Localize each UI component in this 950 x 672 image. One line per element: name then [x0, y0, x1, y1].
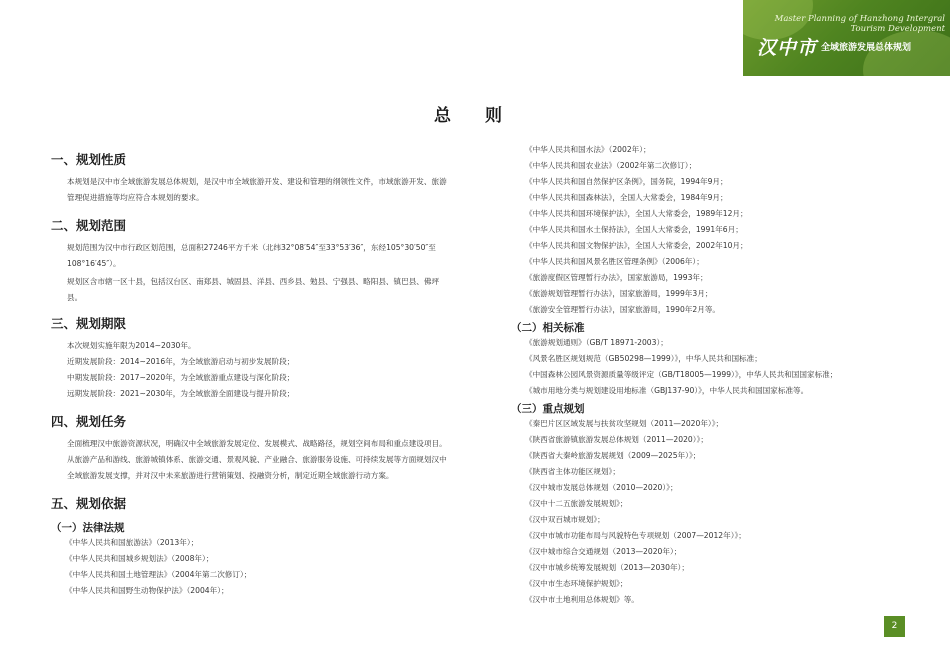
section-text: 全面梳理汉中旅游资源状况，明确汉中全域旅游发展定位、发展模式、战略路径，规划空间布局和重点建设项目。从旅游产品和游线、旅游城镇体系、旅游交通、景观风貌、产业融合、旅游服务设施、可持续发展等方面规划汉中全域旅游发展支撑，并对汉中未来旅游进行营销策划、投融资分析，制定近期全域旅游行动方案。: [67, 439, 447, 480]
list-item: 中期发展阶段：2017~2020年，为全域旅游重点建设与深化阶段；: [67, 373, 295, 382]
list-item: 《秦巴片区区域发展与扶贫攻坚规划（2011—2020年）》；: [525, 419, 724, 428]
list-item: 《中华人民共和国风景名胜区管理条例》（2006年）；: [525, 257, 704, 266]
list-item: 《中华人民共和国水土保持法》，全国人大常委会，1991年6月；: [525, 225, 743, 234]
list-item: 《汉中市土地利用总体规划》等。: [525, 595, 639, 604]
leaf-decoration: [863, 30, 950, 76]
list-item: 《旅游安全管理暂行办法》，国家旅游局，1990年2月等。: [525, 305, 721, 314]
law-list-continued: [511, 142, 891, 318]
banner-title-cn-big: 汉中市: [757, 37, 818, 59]
section-heading: 五、规划依据: [51, 496, 127, 511]
standard-list: [511, 335, 891, 399]
banner-title-cn-small: 全域旅游发展总体规划: [821, 43, 912, 53]
page-title: 总 则: [434, 106, 516, 126]
list-item: 《陕西省主体功能区规划》；: [525, 467, 620, 476]
section-heading: 四、规划任务: [51, 414, 127, 429]
left-column: [51, 150, 451, 599]
list-item: 《汉中双百城市规划》；: [525, 515, 605, 524]
list-item: 《中华人民共和国土地管理法》（2004年第二次修订）；: [65, 570, 252, 579]
list-item: 《中华人民共和国农业法》（2002年第二次修订）；: [525, 161, 697, 170]
list-item: 《汉中城市发展总体规划（2010—2020）》；: [525, 483, 678, 492]
section-heading: 二、规划范围: [51, 218, 127, 233]
list-item: 《风景名胜区规划规范（GB50298—1999）》，中华人民共和国标准；: [525, 354, 762, 363]
section-text: 规划区含市辖一区十县，包括汉台区、南郑县、城固县、洋县、西乡县、勉县、宁强县、略阳县、镇巴县、佛坪县。: [67, 277, 440, 302]
section-text: 规划范围为汉中市行政区划范围，总面积27246平方千米（北纬32°08′54″至33°53′36″，东经105°30′50″至108°16′45″）。: [67, 243, 436, 268]
list-item: 《陕西省大秦岭旅游发展规划（2009—2025年）》；: [525, 451, 701, 460]
law-list: [51, 535, 451, 599]
list-item: 《陕西省旅游镇旅游发展总体规划（2011—2020）》；: [525, 435, 708, 444]
list-item: 《中华人民共和国野生动物保护法》（2004年）；: [65, 586, 229, 595]
list-item: 《汉中城市综合交通规划（2013—2020年）；: [525, 547, 682, 556]
list-item: 《旅游规划通则》（GB/T 18971-2003）；: [525, 338, 668, 347]
subsection-heading: （一）法律法规: [51, 522, 125, 534]
list-item: 《中华人民共和国旅游法》（2013年）；: [65, 538, 199, 547]
period-list: [51, 338, 451, 402]
plan-list: [511, 416, 891, 608]
section-text: 本规划是汉中市全域旅游发展总体规划，是汉中市全域旅游开发、建设和管理的纲领性文件，市域旅游开发、旅游管理促进措施等均应符合本规划的要求。: [67, 177, 447, 202]
list-item: 《中华人民共和国环境保护法》，全国人大常委会，1989年12月；: [525, 209, 748, 218]
list-item: 《旅游规划管理暂行办法》，国家旅游局，1999年3月；: [525, 289, 713, 298]
header-banner: [743, 0, 950, 76]
page-number: 2: [884, 616, 905, 637]
section-heading: 三、规划期限: [51, 316, 127, 331]
list-item: 《中华人民共和国水法》（2002年）；: [525, 145, 651, 154]
list-item: 近期发展阶段：2014~2016年，为全域旅游启动与初步发展阶段；: [67, 357, 295, 366]
banner-title-en: Master Planning of Hanzhong Intergral Tourism Development: [774, 14, 945, 34]
list-item: 本次规划实施年限为2014~2030年。: [67, 341, 196, 350]
list-item: 《中华人民共和国森林法》，全国人大常委会，1984年9月；: [525, 193, 728, 202]
list-item: 《汉中十二五旅游发展规划》；: [525, 499, 628, 508]
list-item: 《中华人民共和国文物保护法》，全国人大常委会，2002年10月；: [525, 241, 748, 250]
list-item: 《汉中市城市功能布局与风貌特色专项规划（2007—2012年）》；: [525, 531, 746, 540]
list-item: 远期发展阶段：2021~2030年，为全域旅游全面建设与提升阶段；: [67, 389, 295, 398]
list-item: 《城市用地分类与规划建设用地标准（GBJ137-90）》，中华人民共和国国家标准等。: [525, 386, 809, 395]
section-heading: 一、规划性质: [51, 152, 127, 167]
list-item: 《中国森林公园风景资源质量等级评定（GB/T18005—1999）》，中华人民共和国国家标准；: [525, 370, 838, 379]
list-item: 《旅游度假区管理暂行办法》，国家旅游局，1993年；: [525, 273, 708, 282]
subsection-heading: （三）重点规划: [511, 403, 585, 415]
list-item: 《汉中市生态环境保护规划》；: [525, 579, 628, 588]
list-item: 《中华人民共和国自然保护区条例》，国务院，1994年9月；: [525, 177, 728, 186]
list-item: 《中华人民共和国城乡规划法》（2008年）；: [65, 554, 214, 563]
subsection-heading: （二）相关标准: [511, 322, 585, 334]
right-column: [511, 142, 891, 608]
list-item: 《汉中市城乡统筹发展规划（2013—2030年）；: [525, 563, 689, 572]
